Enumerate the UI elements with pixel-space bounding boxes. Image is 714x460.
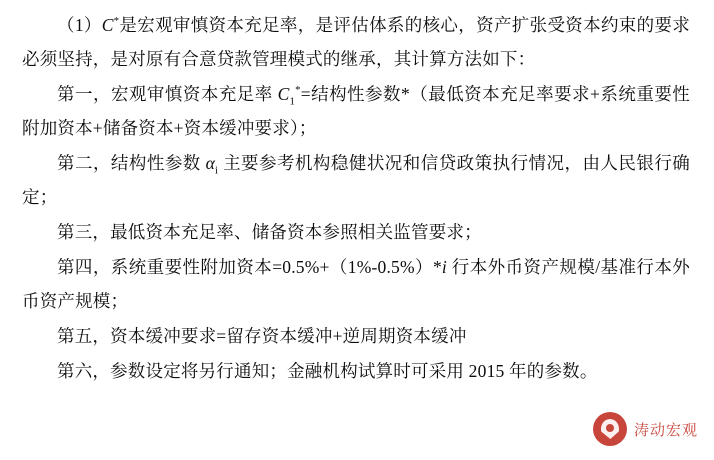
paragraph bbox=[22, 77, 690, 145]
text-run: 第五，资本缓冲要求=留存资本缓冲+逆周期资本缓冲 bbox=[57, 326, 467, 346]
paragraph bbox=[22, 8, 690, 76]
watermark bbox=[593, 412, 698, 446]
text-run: =结构性参数*（最低资本充足率要求+系统重要性附加资本+储备资本+资本缓冲要求）； bbox=[22, 84, 690, 138]
text-run: （1） bbox=[57, 15, 102, 35]
math-variable: C bbox=[277, 84, 290, 104]
subscript: 1 bbox=[289, 95, 296, 108]
text-run: 主要参考机构稳健状况和信贷政策执行情况，由人民银行确定； bbox=[22, 153, 690, 207]
superscript: * bbox=[295, 84, 301, 97]
text-run: 是宏观审慎资本充足率，是评估体系的核心，资产扩张受资本约束的要求必须坚持，是对原有合意贷款管理模式的继承，其计算方法如下： bbox=[22, 15, 690, 69]
superscript: * bbox=[113, 15, 120, 28]
text-run: 第三，最低资本充足率、储备资本参照相关监管要求； bbox=[57, 222, 482, 242]
text-run: 第四，系统重要性附加资本=0.5%+（1%-0.5%）* bbox=[57, 257, 442, 277]
text-run: 第六，参数设定将另行通知；金融机构试算时可采用 2015 年的参数。 bbox=[57, 361, 598, 381]
text-run: 行本外币资产规模/基准行本外币资产规模； bbox=[22, 257, 690, 311]
text-run: 第二，结构性参数 bbox=[57, 153, 206, 173]
paragraph bbox=[22, 319, 690, 353]
math-variable: C bbox=[101, 15, 114, 35]
subscript: i bbox=[215, 164, 219, 177]
paragraph bbox=[22, 250, 690, 318]
math-variable: i bbox=[441, 257, 447, 277]
math-variable: α bbox=[205, 153, 215, 173]
paragraph bbox=[22, 354, 690, 388]
paragraph bbox=[22, 215, 690, 249]
text-run: 第一，宏观审慎资本充足率 bbox=[57, 84, 278, 104]
watermark-label: 涛动宏观 bbox=[633, 421, 698, 439]
document-body bbox=[22, 8, 690, 388]
paragraph bbox=[22, 146, 690, 214]
watermark-logo-icon bbox=[593, 412, 627, 446]
